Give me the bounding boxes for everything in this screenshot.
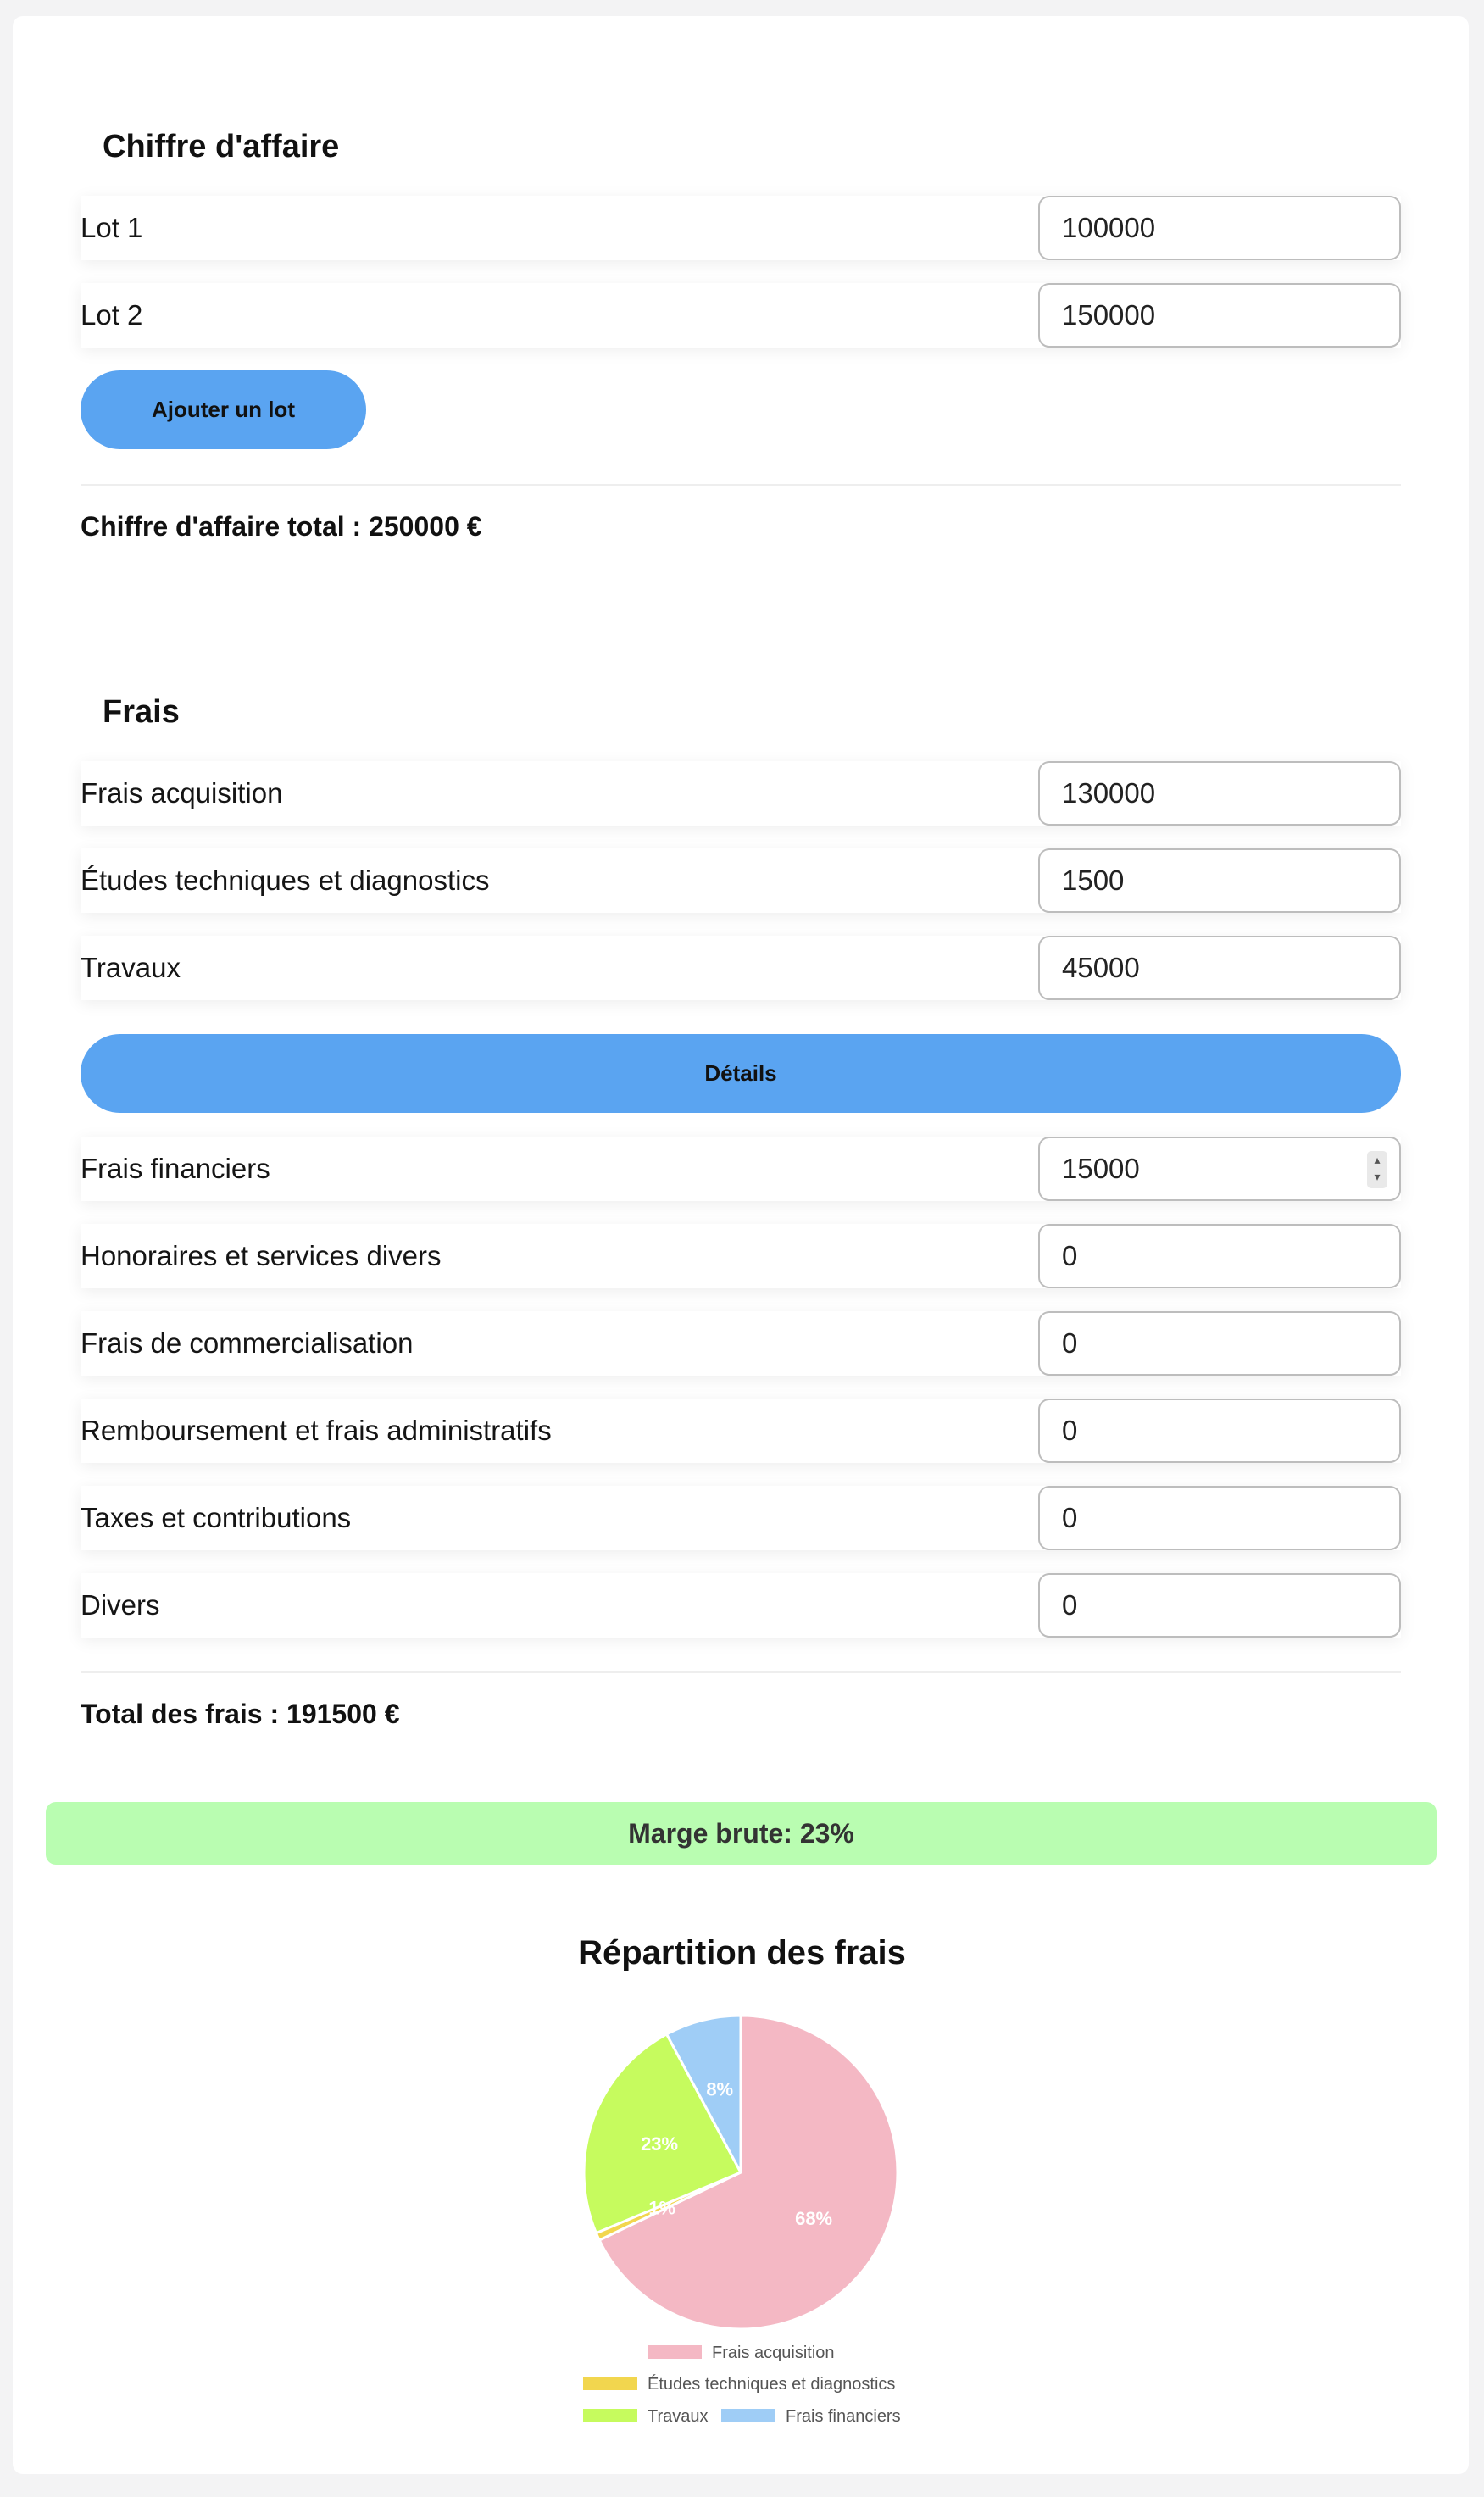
chart-title: Répartition des frais	[578, 1934, 906, 1971]
pie-slice-label: 8%	[706, 2078, 734, 2100]
fee-input[interactable]: 0	[1038, 1573, 1401, 1638]
pie-slice-label: 23%	[641, 2133, 679, 2155]
legend-label: Études techniques et diagnostics	[648, 2375, 896, 2394]
legend-swatch	[721, 2409, 775, 2422]
lot-label: Lot 2	[81, 299, 143, 331]
revenue-section-title: Chiffre d'affaire	[103, 129, 340, 164]
legend-item-etudes[interactable]	[583, 2373, 895, 2395]
lot-input[interactable]: 100000	[1038, 196, 1401, 260]
fee-input[interactable]: 0	[1038, 1311, 1401, 1376]
fee-label: Travaux	[81, 952, 181, 983]
fee-input[interactable]: 45000	[1038, 936, 1401, 1000]
fee-label: Frais financiers	[81, 1153, 270, 1184]
legend-item-financiers[interactable]	[721, 2405, 901, 2427]
fee-label: Études techniques et diagnostics	[81, 865, 490, 896]
spinner-down-icon[interactable]: ▾	[1374, 1170, 1381, 1183]
fees-total: Total des frais : 191500 €	[81, 1699, 400, 1729]
fee-label: Frais de commercialisation	[81, 1327, 414, 1359]
fee-input[interactable]: 0	[1038, 1224, 1401, 1288]
pie-slice-label: 1%	[648, 2197, 676, 2219]
pie-slice-label: 68%	[795, 2208, 833, 2230]
lot-input[interactable]: 150000	[1038, 283, 1401, 348]
legend-item-travaux[interactable]	[583, 2405, 709, 2427]
fee-input-value: 15000	[1062, 1153, 1140, 1184]
legend-swatch	[648, 2345, 702, 2359]
details-button[interactable]: Détails	[81, 1034, 1401, 1113]
fee-input[interactable]: 130000	[1038, 761, 1401, 826]
fee-label: Frais acquisition	[81, 777, 283, 809]
legend-label: Frais financiers	[786, 2407, 901, 2426]
revenue-total: Chiffre d'affaire total : 250000 €	[81, 511, 482, 542]
legend-label: Travaux	[648, 2407, 709, 2426]
gross-margin-banner: Marge brute: 23%	[46, 1802, 1437, 1865]
legend-item-acquisition[interactable]	[648, 2342, 835, 2364]
fee-input[interactable]: 0	[1038, 1486, 1401, 1550]
fee-input[interactable]: 0	[1038, 1399, 1401, 1463]
lot-label: Lot 1	[81, 212, 143, 243]
fee-label: Honoraires et services divers	[81, 1240, 442, 1271]
fees-section-title: Frais	[103, 694, 180, 730]
legend-label: Frais acquisition	[712, 2344, 835, 2362]
legend-swatch	[583, 2409, 637, 2422]
fee-label: Remboursement et frais administratifs	[81, 1415, 552, 1446]
legend-swatch	[583, 2377, 637, 2390]
add-lot-button[interactable]: Ajouter un lot	[81, 370, 366, 449]
fee-label: Divers	[81, 1589, 160, 1621]
fee-input[interactable]: 1500	[1038, 848, 1401, 913]
spinner-up-icon[interactable]: ▴	[1374, 1153, 1381, 1166]
fee-label: Taxes et contributions	[81, 1502, 352, 1533]
